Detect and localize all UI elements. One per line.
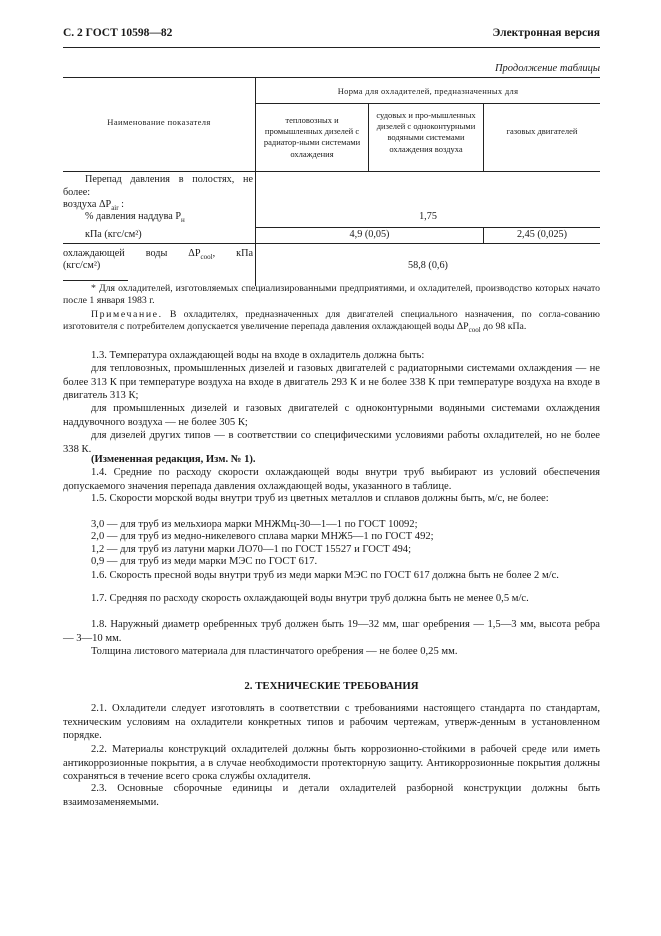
col-diesel-radiator-header: тепловозных и промышленных дизелей с радиатор-ными системами охлаждения [263, 115, 361, 159]
row-pct-label: % давления наддува $P_н$ [85, 211, 185, 225]
footnote: * Для охладителей, изготовляемых специализированными предприятиями, и охладителей, производство которых начато после 1 января 1983 г. [63, 283, 600, 306]
list-item: 1,2 — для труб из латуни марки ЛО70—1 по ГОСТ 15527 и ГОСТ 494; [91, 544, 412, 555]
table-subheader-rule [255, 103, 600, 104]
row-air-label: воздуха $\Delta P_{air}$ : [63, 199, 124, 213]
table-top-rule [63, 77, 600, 78]
col-gas-engine-header: газовых двигателей [506, 126, 578, 136]
row-pct-value: 1,75 [419, 211, 437, 222]
row-cool-unit: (кгс/см²) [63, 260, 101, 271]
para-2-1: 2.1. Охладители следует изготовлять в соответствии с требованиями настоящего стандарта по стандартам, техническим условиям на охладители конкретных типов и рабочим чертежам, утверж-денным в установленном порядке. [63, 703, 600, 742]
row-pressure-drop-title: Перепад давления в полостях, не более: [63, 174, 253, 198]
row-kpa-label: кПа (кгс/см²) [85, 229, 142, 240]
header-rule [63, 47, 600, 48]
list-item: 0,9 — для труб из меди марки МЭС по ГОСТ 617. [91, 556, 318, 567]
table-row2-bottom-rule [63, 243, 600, 244]
para-1-4: 1.4. Средние по расходу скорости охлаждающей воды внутри труб выбирают из условий обеспечения допускаемого значения перепада давления охлаждающей воды, указанного в таблице. [63, 467, 600, 492]
col-norm-header: Норма для охладителей, предназначенных для [337, 86, 519, 96]
note: Примечание. В охладителях, предназначенных для двигателей специального назначения, по согла-сованию изготовителя с потребителем допускается увеличение перепада давления охлаждающей воды $\Delta P_{cool}$ до 98 кПа. [63, 309, 600, 334]
table-vline-1 [255, 77, 256, 286]
para-2-2: 2.2. Материалы конструкций охладителей должны быть коррозионно-стойкими в рабочей среде или иметь антикоррозионные покрытия, а в случае необходимости протекторную защиту. Антикоррозионные покрытия должны сохраняться в течение всего срока службы охладителя. [63, 744, 600, 783]
row-kpa-value-diesel: 4,9 (0,05) [349, 229, 390, 240]
row-cool-value: 58,8 (0,6) [408, 260, 448, 271]
page-header-left: С. 2 ГОСТ 10598—82 [63, 27, 173, 39]
row-cool-label: охлаждающей воды $\Delta P_{cool}$, кПа [63, 248, 253, 262]
list-item: 2,0 — для труб из медно-никелевого сплава марки МНЖ5—1 по ГОСТ 492; [91, 531, 434, 542]
continuation-label: Продолжение таблицы [494, 63, 600, 74]
table-header-bottom-rule [63, 171, 600, 172]
para-1-3-a: для тепловозных, промышленных дизелей и газовых двигателей с радиаторными системами охлаждения — не более 313 К при температуре воздуха на входе в двигатель 293 К и не более 338 К при температуре воздуха на входе в двигатель 313 К; [63, 363, 600, 402]
footnote-rule [63, 280, 128, 281]
para-1-8: 1.8. Наружный диаметр оребренных труб должен быть 19—32 мм, шаг оребрения — 1,5—3 мм, высота ребра — 3—10 мм. [63, 619, 600, 644]
para-1-3-b: для промышленных дизелей и газовых двигателей с одноконтурными водяными системами охлаждения наддувочного воздуха — не более 305 К; [63, 403, 600, 428]
page-header-right: Электронная версия [492, 27, 600, 39]
section-2-title: 2. ТЕХНИЧЕСКИЕ ТРЕБОВАНИЯ [244, 680, 419, 692]
para-1-3: 1.3. Температура охлаждающей воды на входе в охладитель должна быть: [91, 350, 425, 361]
para-1-5: 1.5. Скорости морской воды внутри труб из цветных металлов и сплавов должны быть, м/с, не более: [91, 493, 549, 504]
list-item: 3,0 — для труб из мельхиора марки МНЖМц-30—1—1 по ГОСТ 10092; [91, 519, 418, 530]
para-1-7: 1.7. Средняя по расходу скорость охлаждающей воды внутри труб должна быть не менее 0,5 м/с. [91, 593, 529, 604]
para-1-3-c: для дизелей других типов — в соответствии со специфическими условиями работы охладителей, но не более 338 К. [63, 430, 600, 455]
para-thickness: Толщина листового материала для пластинчатого оребрения — не более 0,25 мм. [91, 646, 458, 657]
row-kpa-value-gas: 2,45 (0,025) [516, 229, 568, 240]
col-indicator-header: Наименование показателя [107, 117, 211, 127]
table-row2-top-rule [255, 227, 600, 228]
amendment-note: (Измененная редакция, Изм. № 1). [91, 454, 256, 465]
table-vline-3 [483, 103, 484, 171]
table-vline-2 [368, 103, 369, 171]
col-ship-diesel-header: судовых и про-мышленных дизелей с одноконтурными водяными системами охлаждения воздуха [376, 110, 476, 154]
para-2-3: 2.3. Основные сборочные единицы и детали охладителей разборной конструкции должны быть взаимозаменяемыми. [63, 783, 600, 808]
para-1-6: 1.6. Скорость пресной воды внутри труб из меди марки МЭС по ГОСТ 617 должна быть не более 2 м/с. [91, 570, 559, 581]
